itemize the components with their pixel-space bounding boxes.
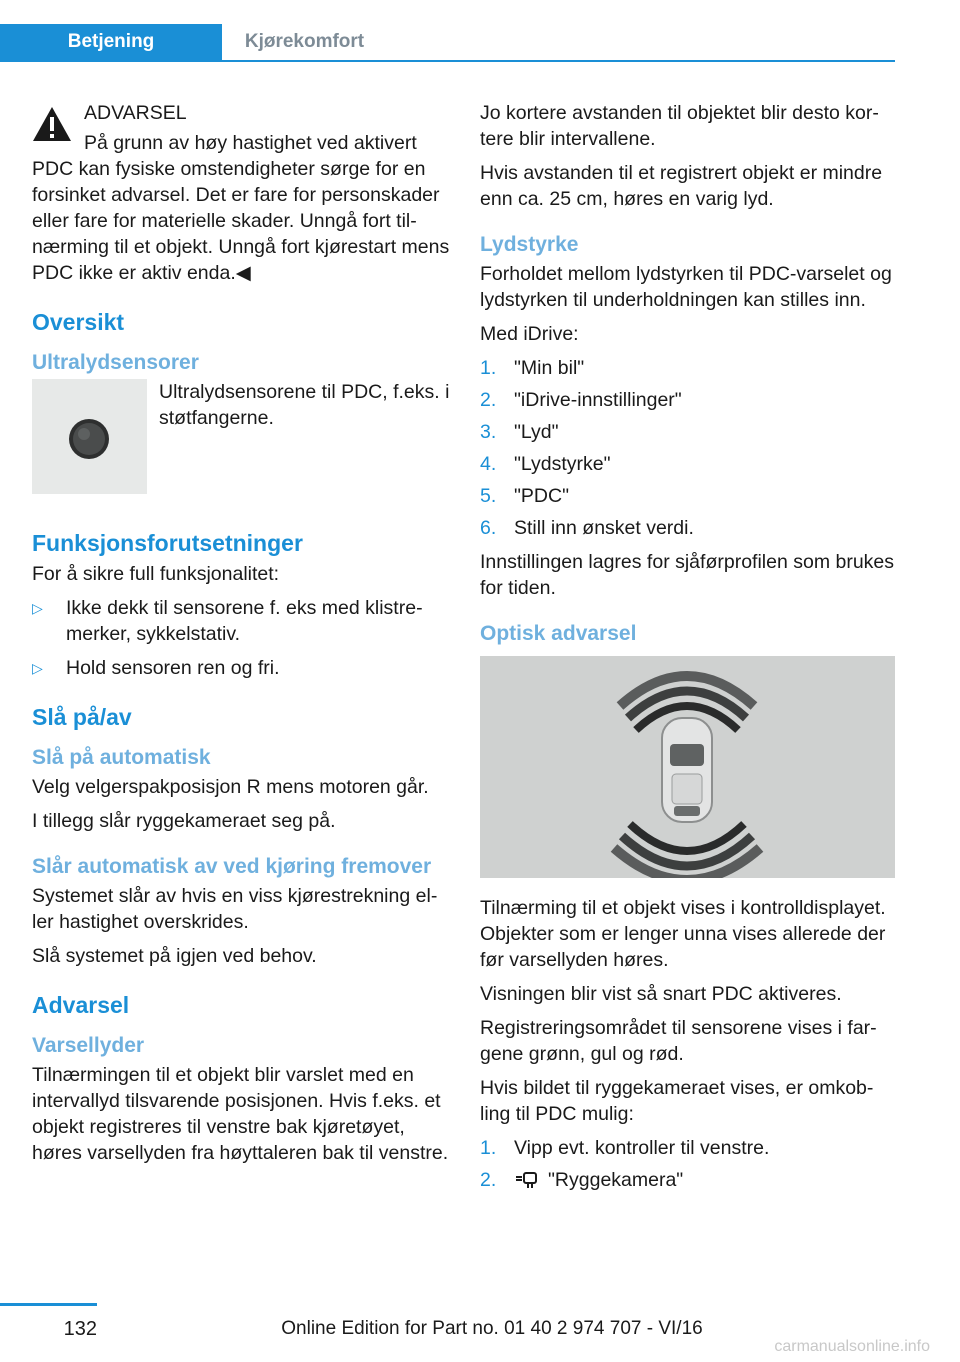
heading-lydstyrke: Lydstyrke [480,233,579,256]
list-item: 3. "Lyd" [480,421,559,443]
list-item: 2. "Ryggekamera" [480,1169,684,1191]
ultrasonic-sensor-image [32,379,147,494]
sla-av-text-1: Systemet slår av hvis en viss kjørestrekning eller hastighet overskrides. [32,885,438,933]
parking-sensor-display-image [480,656,895,878]
list-item: 6. Still inn ønsket verdi. [480,517,694,539]
heading-funksjonsforutsetninger: Funksjonsforutsetninger [32,530,303,556]
idrive-intro: Med iDrive: [480,323,579,345]
ultralyd-text: Ultralydsensorene til PDC, f.eks. i støtfangerne. [159,381,450,429]
list-item: 5. "PDC" [480,485,570,507]
heading-advarsel: Advarsel [32,992,130,1018]
funksjon-list [32,595,450,681]
list-item: 1. Vipp evt. kontroller til venstre. [480,1137,770,1159]
edition-footer: Online Edition for Part no. 01 40 2 974 707 - VI/16 [281,1318,703,1339]
list-item: ▷ Ikke dekk til sensorene f. eks med klistremerker, sykkelstativ. [32,597,423,645]
warning-text-first: På grunn av høy hastighet ved aktivert [84,132,417,154]
footer-rule [0,1303,97,1306]
warning-triangle-icon [32,106,72,142]
heading-ultralydsensorer: Ultralydsensorer [32,351,199,374]
header-rule [0,60,895,62]
bullet-arrow-icon: ▷ [32,660,43,676]
idrive-steps [480,355,896,541]
camera-steps [480,1135,896,1193]
list-item: 1. "Min bil" [480,357,585,379]
heading-sla-pa-av: Slå på/av [32,704,132,730]
warning-text: PDC kan fysiske omstendigheter sørge for en forsinket advarsel. Det er fare for personskader eller fare for materielle skader. Unngå fort tilnærming til et objekt. Unngå fort kjørestart mens PDC ikke er aktiv enda.◀ [32,158,450,284]
watermark: carmanualsonline.info [774,1338,930,1355]
sla-av-text-2: Slå systemet på igjen ved behov. [32,945,317,967]
list-item: 2. "iDrive-innstillinger" [480,389,682,411]
sla-auto-text-1: Velg velgerspakposisjon R mens motoren går. [32,776,429,798]
warning-block [32,100,450,286]
optisk-text-3: Registreringsområdet til sensorene vises i fargene grønn, gul og rød. [480,1017,877,1065]
page-number: 132 [63,1318,97,1340]
bullet-arrow-icon: ▷ [32,600,43,616]
heading-oversikt: Oversikt [32,309,125,335]
list-item: ▷ Hold sensoren ren og fri. [32,657,280,679]
left-column [32,100,450,1174]
right-text-1: Jo kortere avstanden til objektet blir desto kortere blir intervallene. [480,102,879,150]
optisk-text-4: Hvis bildet til ryggekameraet vises, er omkobling til PDC mulig: [480,1077,874,1125]
sla-auto-text-2: I tillegg slår ryggekameraet seg på. [32,810,336,832]
optisk-text-1: Tilnærming til et objekt vises i kontrolldisplayet. Objekter som er lenger unna vises allerede der før varsellyden høres. [480,897,886,971]
header-bar [0,0,895,62]
sensor-row [32,379,450,499]
varsellyder-text: Tilnærmingen til et objekt blir varslet med en intervallyd tilsvarende posisjonen. Hvis f.eks. et objekt registreres til venstre bak kjøretøyet, høres varsellyden fra høyttaleren bak til venstre. [32,1064,449,1164]
heading-sla-pa-automatisk: Slå på automatisk [32,746,211,769]
lydstyrke-text: Forholdet mellom lydstyrken til PDC-varselet og lydstyrken til underholdningen kan stilles inn. [480,263,892,311]
optisk-text-2: Visningen blir vist så snart PDC aktiveres. [480,983,842,1005]
heading-optisk-advarsel: Optisk advarsel [480,622,637,645]
right-text-2: Hvis avstanden til et registrert objekt er mindre enn ca. 25 cm, høres en varig lyd. [480,162,883,210]
heading-varsellyder: Varsellyder [32,1034,145,1057]
lagres-text: Innstillingen lagres for sjåførprofilen som brukes for tiden. [480,551,895,599]
heading-slar-automatisk-av: Slår automatisk av ved kjøring fremover [32,855,432,878]
list-item: 4. "Lydstyrke" [480,453,611,475]
tab-kjorekomfort[interactable]: Kjørekomfort [244,31,365,52]
funksjon-intro: For å sikre full funksjonalitet: [32,563,280,585]
tab-betjening[interactable]: Betjening [0,24,222,60]
rear-camera-icon [514,1169,540,1189]
right-column [480,100,896,1201]
warning-title: ADVARSEL [84,102,187,124]
